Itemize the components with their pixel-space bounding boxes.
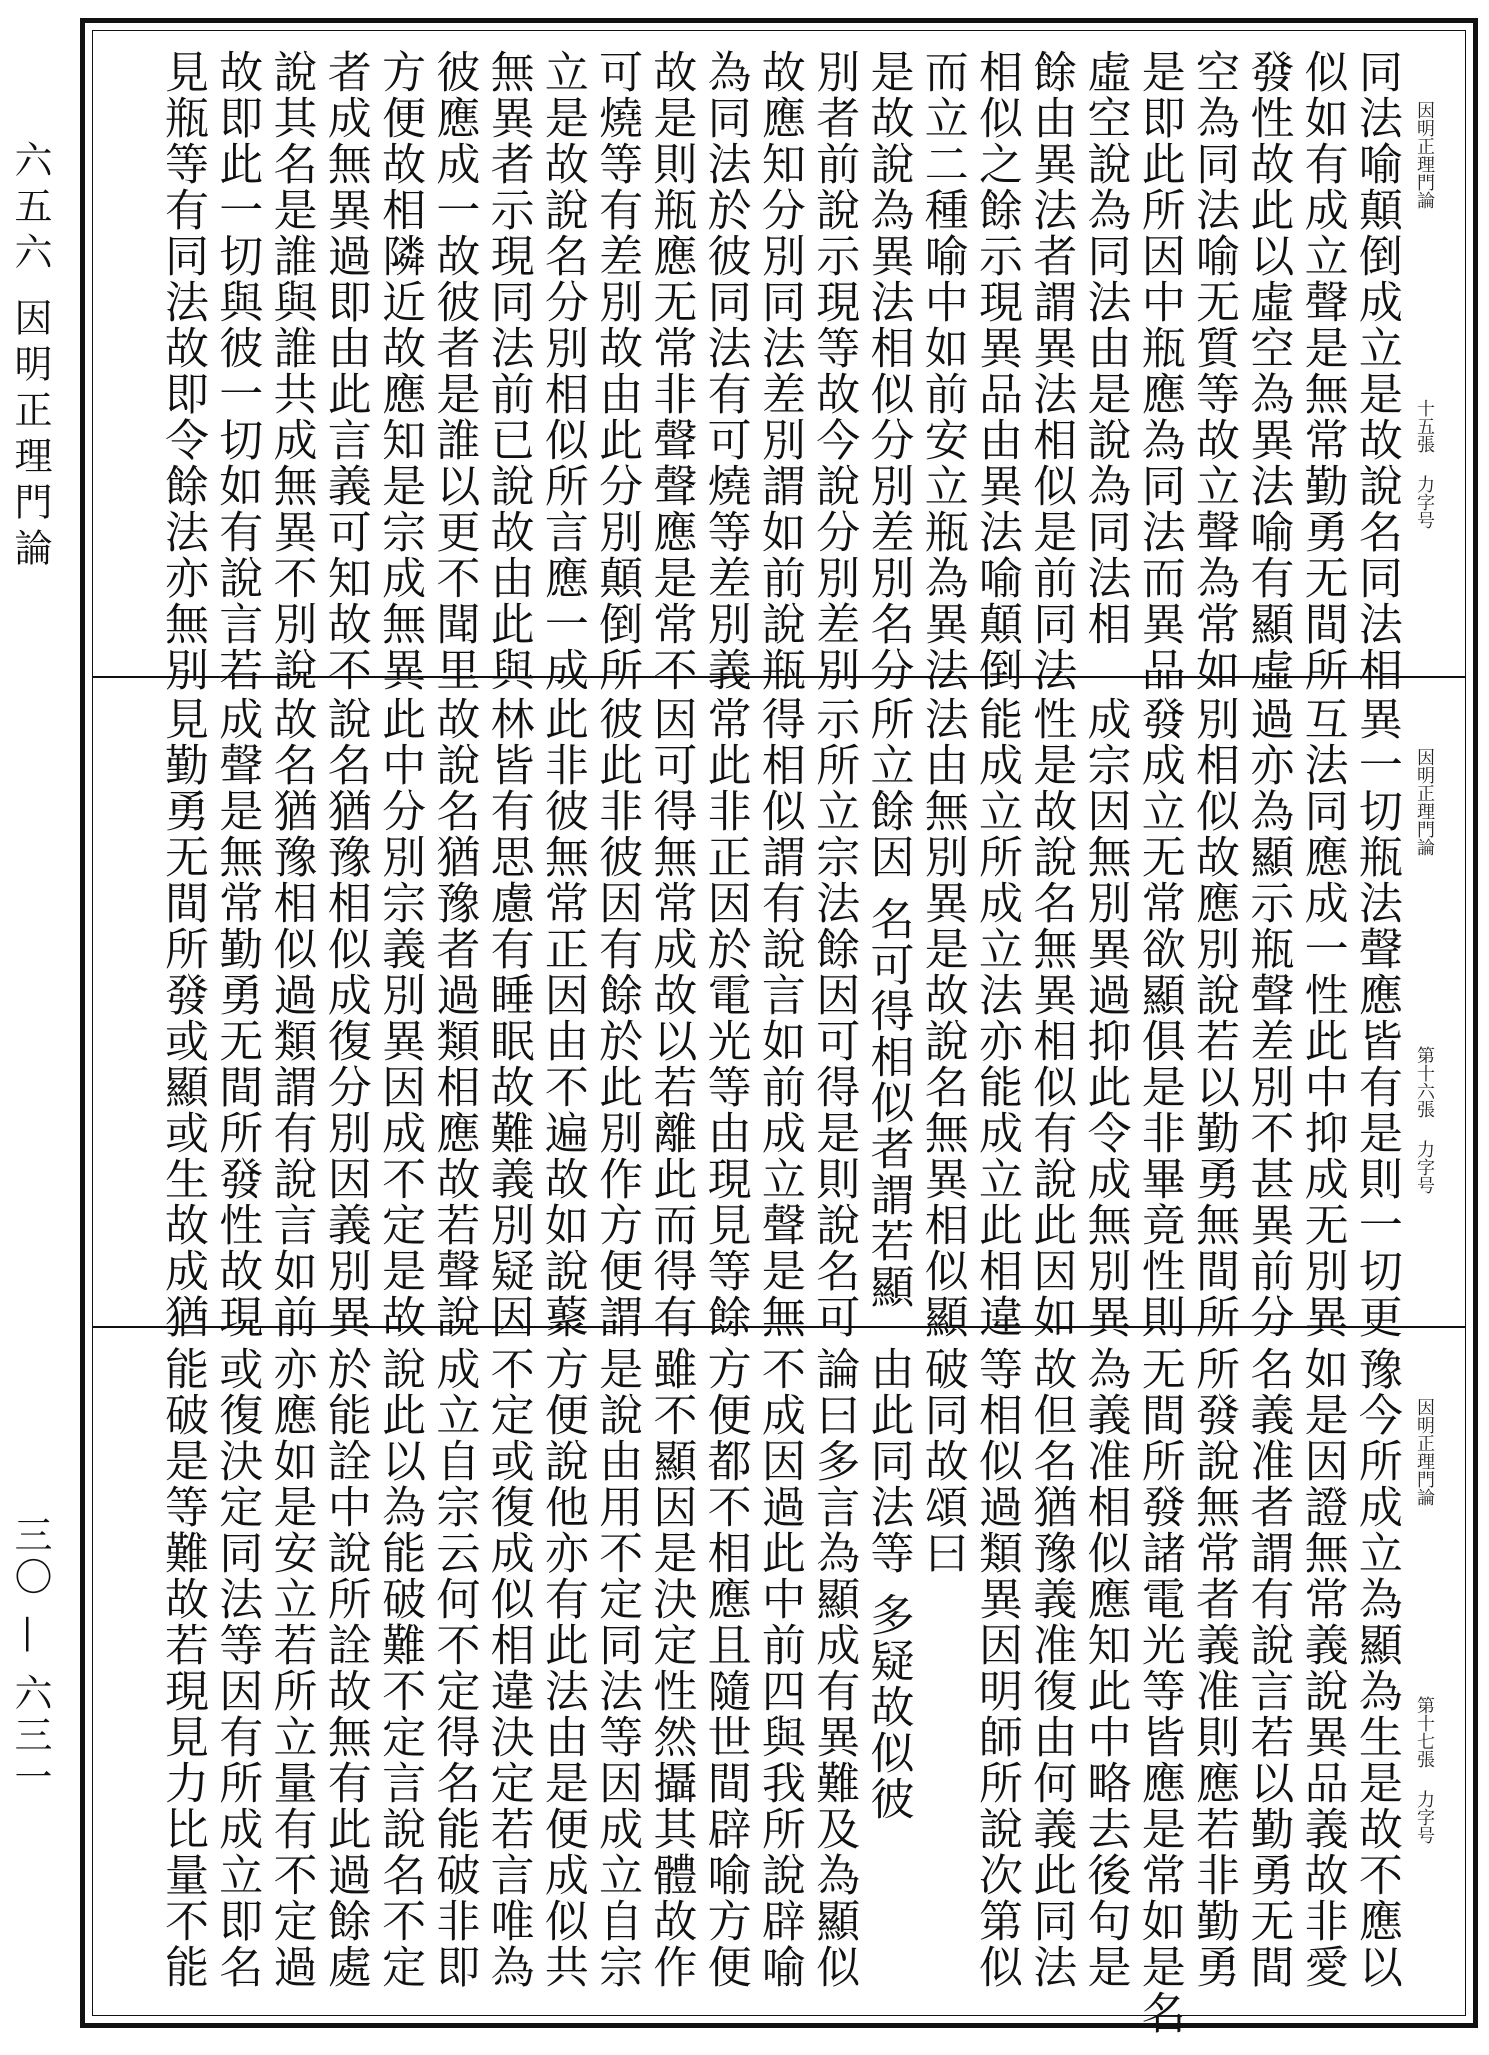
- text-column: 故是則瓶應无常非聲聲應是常不: [645, 49, 697, 693]
- text-column: 相似之餘示現異品由異法喻顛倒: [970, 49, 1022, 693]
- text-column: 豫今所成立為顯為生是故不應以: [1350, 1346, 1402, 1990]
- text-column: 為義准相似應知此中略去後句是: [1079, 1346, 1131, 1990]
- left-margin: [0, 140, 58, 1940]
- text-column: 方便都不相應且隨世間辟喻方便: [699, 1346, 751, 1990]
- text-column: 方便說他亦有此法由是便成似共: [536, 1346, 588, 1990]
- text-column: 所立餘因 名可得相似者謂若顯: [862, 696, 914, 1310]
- text-column: 說名猶豫相似成復分別因義別異: [319, 696, 371, 1340]
- text-column: 名義准者謂有說言若以勤勇无間: [1242, 1346, 1294, 1990]
- text-column: 能成立所成立法亦能成立此相違: [970, 696, 1022, 1340]
- text-column: 是即此所因中瓶應為同法而異品: [1133, 49, 1185, 693]
- text-column: 可燒等有差別故由此分別顛倒所: [591, 49, 643, 693]
- text-column: 別者前說示現等故今說分別差別: [808, 49, 860, 693]
- text-column: 見勤勇无間所發或顯或生故成猶: [157, 696, 208, 1340]
- header-leaf-number: 第十六張: [1414, 1046, 1435, 1118]
- text-column: 無異者示現同法前已說故由此與: [482, 49, 534, 693]
- text-column: 不成因過此中前四與我所說辟喻: [753, 1346, 805, 1990]
- text-column: 法由無別異是故說名無異相似顯: [916, 696, 968, 1340]
- text-column: 是故說為異法相似分別差別名分: [862, 49, 914, 693]
- text-column: 別相似故應別說若以勤勇無間所: [1188, 696, 1240, 1340]
- text-column: 同法喻顛倒成立是故說名同法相: [1350, 49, 1402, 693]
- text-column: 示所立宗法餘因可得是則說名可: [808, 696, 860, 1340]
- text-column: 成立自宗云何不定得名能破非即: [428, 1346, 480, 1990]
- text-column: 此非彼無常正因由不遍故如說藂: [536, 696, 588, 1340]
- text-column: 虛空說為同法由是說為同法相: [1079, 49, 1131, 647]
- panel-header: [1405, 101, 1443, 581]
- text-column: 常此非正因於電光等由現見等餘: [699, 696, 751, 1340]
- text-column: 說此以為能破難不定言說名不定: [374, 1346, 426, 1990]
- header-title: 因明正理門論: [1414, 101, 1435, 209]
- text-column: 或復決定同法等因有所成立即名: [211, 1346, 263, 1990]
- text-column: 故說名猶豫者過類相應故若聲說: [428, 696, 480, 1340]
- text-column: 立是故說名分別相似所言應一成: [536, 49, 588, 693]
- text-column: 為同法於彼同法有可燒等差別義: [699, 49, 751, 693]
- text-column: 如是因證無常義說異品義故非愛: [1296, 1346, 1348, 1990]
- header-carver: 力字号: [1414, 475, 1435, 529]
- text-column: 能破是等難故若現見力比量不能: [157, 1346, 208, 1990]
- text-column: 發成立无常欲顯俱是非畢竟性則: [1133, 696, 1185, 1340]
- header-leaf-number: 第十七張: [1414, 1696, 1435, 1768]
- text-column: 彼此非彼因有餘於此別作方便謂: [591, 696, 643, 1340]
- text-column: 无間所發諸電光等皆應是常如是名: [1133, 1346, 1185, 2036]
- text-column: 而立二種喻中如前安立瓶為異法: [916, 49, 968, 693]
- text-column: 空為同法喻无質等故立聲為常如: [1188, 49, 1240, 693]
- text-column: 成宗因無別異過抑此令成無別異: [1079, 696, 1131, 1340]
- header-carver: 力字号: [1414, 1140, 1435, 1194]
- text-column: 方便故相隣近故應知是宗成無異: [374, 49, 426, 693]
- text-column: 故但名猶豫義准復由何義此同法: [1025, 1346, 1077, 1990]
- text-column: 故名猶豫相似過類謂有說言如前: [265, 696, 317, 1340]
- text-column: 故即此一切與彼一切如有說言若: [211, 49, 263, 693]
- header-title: 因明正理門論: [1414, 748, 1435, 856]
- text-column: 見瓶等有同法故即令餘法亦無別: [157, 49, 208, 693]
- text-columns: [155, 49, 1403, 693]
- text-column: 性是故說名無異相似有說此因如: [1025, 696, 1077, 1340]
- text-column: 所發說無常者義准則應若非勤勇: [1188, 1346, 1240, 1990]
- text-column: 此中分別宗義別異因成不定是故: [374, 696, 426, 1340]
- text-column: 彼應成一故彼者是誰以更不聞里: [428, 49, 480, 693]
- text-column: 成聲是無常勤勇无間所發性故現: [211, 696, 263, 1340]
- text-column: 故應知分別同法差別謂如前說瓶: [753, 49, 805, 693]
- text-column: 由此同法等 多疑故似彼: [862, 1346, 914, 1822]
- margin-page-title: 六五六 因明正理門論: [8, 140, 52, 575]
- text-column: 因可得無常成故以若離此而得有: [645, 696, 697, 1340]
- text-column: 說其名是誰與誰共成無異不別說: [265, 49, 317, 693]
- panel-header: [1405, 1398, 1443, 1878]
- panel-header: [1405, 748, 1443, 1228]
- text-column: 餘由異法者謂異法相似是前同法: [1025, 49, 1077, 693]
- header-carver: 力字号: [1414, 1790, 1435, 1844]
- text-column: 過亦為顯示瓶聲差別不甚異前分: [1242, 696, 1294, 1340]
- text-column: 異一切瓶法聲應皆有是則一切更: [1350, 696, 1402, 1340]
- text-column: 不定或復成似相違決定若言唯為: [482, 1346, 534, 1990]
- header-leaf-number: 十五張: [1414, 399, 1435, 453]
- text-column: 於能詮中說所詮故無有此過餘處: [319, 1346, 371, 1990]
- text-column: 論曰多言為顯成有異難及為顯似: [808, 1346, 860, 1990]
- text-column: 亦應如是安立若所立量有不定過: [265, 1346, 317, 1990]
- text-columns: [155, 696, 1403, 1340]
- text-column: 林皆有思慮有睡眠故難義別疑因: [482, 696, 534, 1340]
- text-panel-1: [93, 31, 1465, 693]
- text-column: 發性故此以虛空為異法喻有顯虛: [1242, 49, 1294, 693]
- margin-volume-page: 三〇 — 六三一: [8, 1515, 52, 1800]
- text-column: 得相似謂有說言如前成立聲是無: [753, 696, 805, 1340]
- text-column: 似如有成立聲是無常勤勇无間所: [1296, 49, 1348, 693]
- text-columns: [155, 1346, 1403, 2036]
- text-column: 互法同應成一性此中抑成无別異: [1296, 696, 1348, 1340]
- text-column: 是說由用不定同法等因成立自宗: [591, 1346, 643, 1990]
- text-panel-3: [93, 1326, 1465, 2036]
- text-column: 等相似過類異因明師所說次第似: [970, 1346, 1022, 1990]
- text-column: 者成無異過即由此言義可知故不: [319, 49, 371, 693]
- text-panel-2: [93, 676, 1465, 1340]
- text-column: 破同故頌曰: [916, 1346, 968, 1576]
- text-column: 雖不顯因是決定性然攝其體故作: [645, 1346, 697, 1990]
- header-title: 因明正理門論: [1414, 1398, 1435, 1506]
